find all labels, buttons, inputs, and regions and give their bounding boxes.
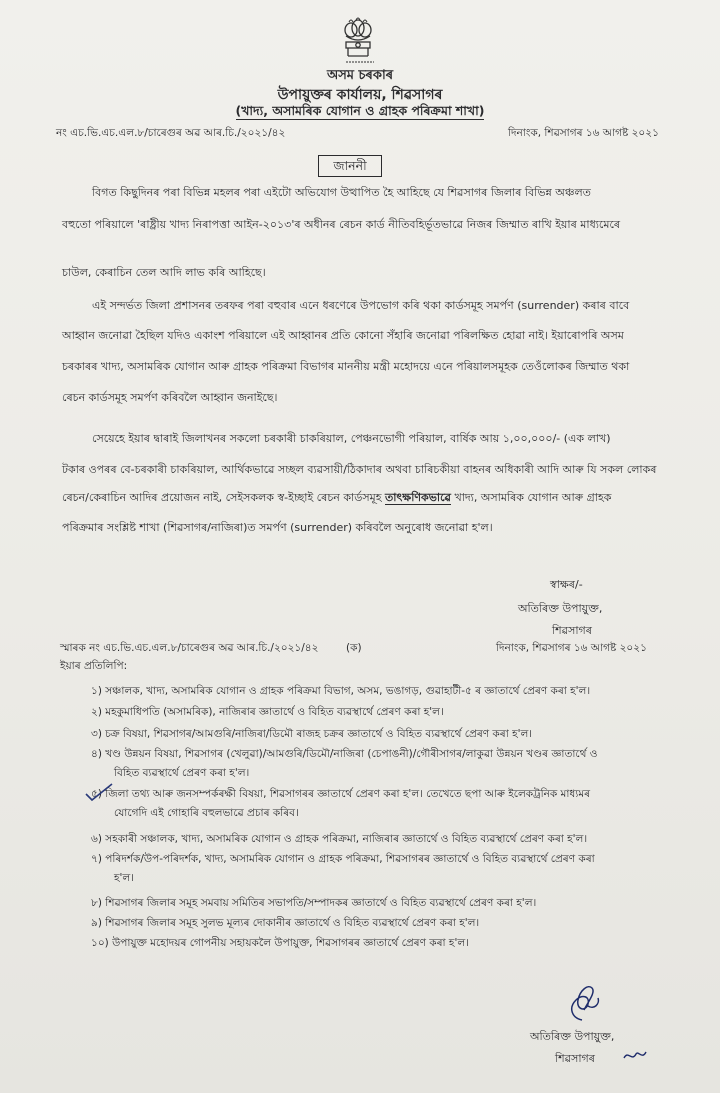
copy-list-item-continued: বিহিত ব্যৱস্থাৰ্থে প্ৰেৰণ কৰা হ'ল।: [114, 767, 250, 779]
paragraph-1-line: বিগত কিছুদিনৰ পৰা বিভিন্ন মহলৰ পৰা এইটো অভিযোগ উত্থাপিত হৈ আহিছে যে শিৱসাগৰ জিলাৰ বিভিন্ন অঞ্চলত: [92, 186, 591, 199]
copy-to-label: ইয়াৰ প্ৰতিলিপি:: [60, 660, 128, 672]
paragraph-2-line: ৰেচন কাৰ্ডসমূহ সমৰ্পণ কৰিবলৈ আহ্বান জনাইছে।: [62, 391, 278, 404]
signatory-designation: অতিৰিক্ত উপায়ুক্ত,: [518, 602, 603, 615]
initial-scribble: [622, 1046, 648, 1064]
copy-list-item: ৭) পৰিদৰ্শক/উপ-পৰিদৰ্শক, খাদ্য, অসামৰিক যোগান ও গ্ৰাহক পৰিক্ৰমা, শিৱসাগৰৰ জ্ঞাতাৰ্থে ও বিহিত ব্যৱস্থাৰ্থে প্ৰেৰণ কৰা: [91, 853, 595, 865]
reference-number: নং এচ.ভি.এচ.এল.৮/চাৰেগুৰ অৱ আৰ.চি./২০২১/৪২: [56, 127, 286, 139]
signatory-designation: অতিৰিক্ত উপায়ুক্ত,: [530, 1030, 615, 1043]
paragraph-1-line: চাউল, কেৰাচিন তেল আদি লাভ কৰি আহিছে।: [62, 266, 266, 279]
highlighted-word: তাৎক্ষণিকভাৱে: [384, 491, 451, 504]
reference-date: দিনাংক, শিৱসাগৰ ১৬ আগষ্ট ২০২১: [508, 127, 659, 139]
paragraph-2-line: আহ্বান জনোৱা হৈছিল যদিও একাংশ পৰিয়ালে এই আহ্বানৰ প্ৰতি কোনো সঁহাৰি জনোৱা পৰিলক্ষিত হোৱা নাই। ইয়াৰোপৰি অসম: [62, 329, 624, 342]
memo-number: স্মাৰক নং এচ.ভি.এচ.এল.৮/চাৰেগুৰ অৱ আৰ.চি./২০২১/৪২: [60, 642, 319, 654]
signatory-place: শিৱসাগৰ: [552, 624, 592, 637]
office-name: উপায়ুক্তৰ কাৰ্যালয়, শিৱসাগৰ: [277, 87, 443, 103]
copy-list-item: ১) সঞ্চালক, খাদ্য, অসামৰিক যোগান ও গ্ৰাহক পৰিক্ৰমা বিভাগ, অসম, ভঙাগড়, গুৱাহাটী-৫ ৰ জ্ঞাতাৰ্থে প্ৰেৰণ কৰা হ'ল।: [91, 685, 591, 697]
emblem-motto: [340, 60, 380, 64]
paragraph-2-line: এই সন্দৰ্ভত জিলা প্ৰশাসনৰ তৰফৰ পৰা বহুবাৰ এনে ধৰণেৰে উপভোগ কৰি থকা কাৰ্ডসমূহ সমৰ্পণ (surrender) কৰাৰ বাবে: [92, 299, 630, 312]
copy-list-item: ৩) চক্ৰ বিষয়া, শিৱসাগৰ/আমগুৰি/নাজিৰা/ডিমৌ ৰাজহ চক্ৰৰ জ্ঞাতাৰ্থে ও বিহিত ব্যৱস্থাৰ্থে প্ৰেৰণ কৰা হ'ল।: [91, 728, 533, 740]
govt-name: অসম চৰকাৰ: [326, 68, 394, 83]
copy-list-item: ৪) খণ্ড উন্নয়ন বিষয়া, শিৱসাগৰ (খেলুৱা)/আমগুৰি/ডিমৌ/নাজিৰা (চেপাঙনী)/গৌৰীসাগৰ/লাকুৱা উন্নয়ন খণ্ডৰ জ্ঞাতাৰ্থে ও: [91, 748, 598, 760]
copy-list-item: ৬) সহকাৰী সঞ্চালক, খাদ্য, অসামৰিক যোগান ও গ্ৰাহক পৰিক্ৰমা, নাজিৰাৰ জ্ঞাতাৰ্থে ও বিহিত ব্যৱস্থাৰ্থে প্ৰেৰণ কৰা হ'ল।: [91, 833, 588, 845]
paragraph-3-line: টকাৰ ওপৰৰ বে-চৰকাৰী চাকৰিয়াল, আৰ্থিকভাৱে সচ্ছল ব্যৱসায়ী/ঠিকাদাৰ অথবা চাৰিচকীয়া বাহনৰ অধিকাৰী আদি আৰু যি সকল লোকৰ: [62, 463, 657, 476]
paragraph-2-line: চৰকাৰৰ খাদ্য, অসামৰিক যোগান আৰু গ্ৰাহক পৰিক্ৰমা বিভাগৰ মাননীয় মন্ত্ৰী মহোদয়ে এনে পৰিয়ালসমূহক তেওঁলোকৰ জিম্মাত থকা: [62, 360, 630, 373]
notice-title: জাননী: [318, 155, 382, 177]
copy-list-item: ২) মহকুমাধিপতি (অসামৰিক), নাজিৰাৰ জ্ঞাতাৰ্থে ও বিহিত ব্যৱস্থাৰ্থে প্ৰেৰণ কৰা হ'ল।: [91, 706, 444, 718]
memo-suffix: (ক): [346, 642, 362, 654]
copy-list-item-continued: যোগেদি এই গোহাৰি বহুলভাৱে প্ৰচাৰ কৰিব।: [114, 807, 299, 819]
signed-mark: স্বাক্ষৰ/-: [550, 578, 583, 591]
memo-date: দিনাংক, শিৱসাগৰ ১৬ আগষ্ট ২০২১: [496, 642, 647, 654]
copy-list-item: ১০) উপায়ুক্ত মহোদয়ৰ গোপনীয় সহায়কলৈ উপায়ুক্ত, শিৱসাগৰৰ জ্ঞাতাৰ্থে প্ৰেৰণ কৰা হ'ল।: [91, 937, 469, 949]
paragraph-3-line: পৰিক্ৰমাৰ সংশ্লিষ্ট শাখা (শিৱসাগৰ/নাজিৰা)ত সমৰ্পণ (surrender) কৰিবলৈ অনুৰোধ জনোৱা হ'ল।: [62, 521, 493, 534]
handwritten-signature: [558, 980, 610, 1026]
branch-name: (খাদ্য, অসামৰিক যোগান ও গ্ৰাহক পৰিক্ৰমা শাখা): [235, 103, 485, 118]
copy-list-item-continued: হ'ল।: [114, 872, 134, 884]
signatory-place: শিৱসাগৰ: [555, 1052, 595, 1065]
copy-list-item: ৯) শিৱসাগৰ জিলাৰ সমূহ সুলভ মূল্যৰ দোকানীৰ জ্ঞাতাৰ্থে ও বিহিত ব্যৱস্থাৰ্থে প্ৰেৰণ কৰা হ'ল।: [91, 917, 480, 929]
copy-list-item: ৮) শিৱসাগৰ জিলাৰ সমূহ সমবায় সমিতিৰ সভাপতি/সম্পাদকৰ জ্ঞাতাৰ্থে ও বিহিত ব্যৱস্থাৰ্থে প্ৰেৰণ কৰা হ'ল।: [91, 897, 537, 909]
paragraph-3-line: ৰেচন/কেৰাচিন আদিৰ প্ৰয়োজন নাই, সেইসকলক স্ব-ইচ্ছাই ৰেচন কাৰ্ডসমূহ তাৎক্ষণিকভাৱে খাদ্য, অসামৰিক যোগান আৰু গ্ৰাহক: [62, 491, 612, 504]
pen-tick-mark: [84, 780, 116, 804]
copy-list-item: ৫) জিলা তথ্য আৰু জনসম্পৰ্কৰক্ষী বিষয়া, শিৱসাগৰৰ জ্ঞাতাৰ্থে প্ৰেৰণ কৰা হ'ল। তেখেতে ছপা আৰু ইলেকট্ৰনিক মাধ্যমৰ: [91, 788, 591, 800]
paragraph-1-line: বহুতো পৰিয়ালে 'ৰাষ্ট্ৰীয় খাদ্য নিৰাপত্তা আইন-২০১৩'ৰ অধীনৰ ৰেচন কাৰ্ড নীতিবহিৰ্ভূতভাৱে নিজৰ জিম্মাত ৰাখি ইয়াৰ মাধ্যমেৰে: [62, 218, 621, 231]
paragraph-3-line: সেয়েহে ইয়াৰ দ্বাৰাই জিলাখনৰ সকলো চৰকাৰী চাকৰিয়াল, পেঞ্চনভোগী পৰিয়াল, বাৰ্ষিক আয় ১,০০,০০০/- (এক লাখ): [92, 432, 611, 445]
state-emblem-icon: [334, 16, 382, 62]
